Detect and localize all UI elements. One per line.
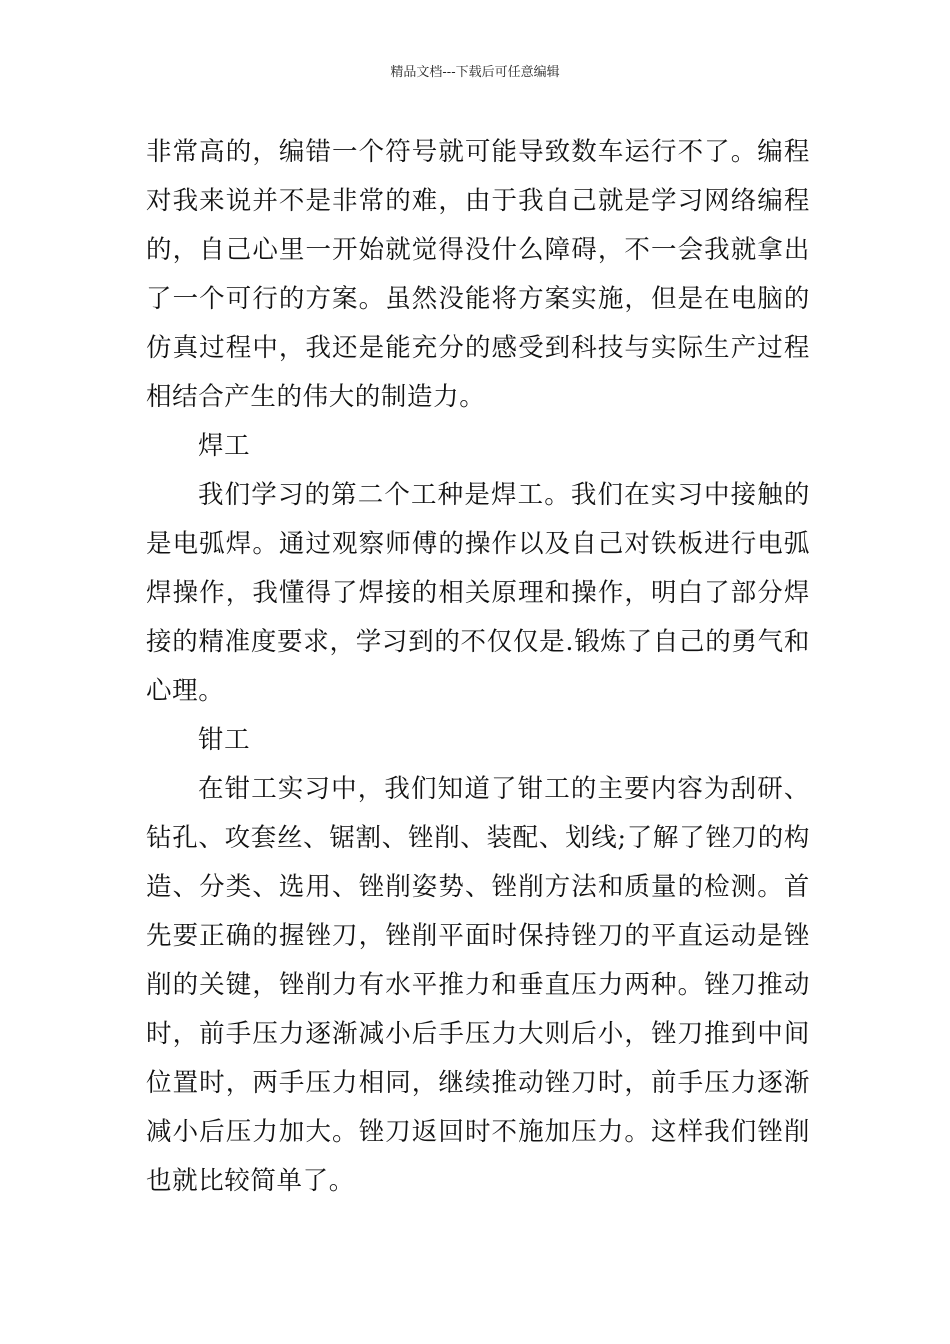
paragraph-welding: 我们学习的第二个工种是焊工。我们在实习中接触的是电弧焊。通过观察师傅的操作以及自己对铁板进行电弧焊操作，我懂得了焊接的相关原理和操作，明白了部分焊接的精准度要求，学习到的不仅仅是.锻炼了自己的勇气和心理。 <box>146 480 810 706</box>
paragraph-intro: 非常高的，编错一个符号就可能导致数车运行不了。编程对我来说并不是非常的难，由于我自己就是学习网络编程的，自己心里一开始就觉得没什么障碍，不一会我就拿出了一个可行的方案。虽然没能将方案实施，但是在电脑的仿真过程中，我还是能充分的感受到科技与实际生产过程相结合产生的伟大的制造力。 <box>146 137 810 412</box>
page-header: 精品文档---下载后可任意编辑 <box>390 65 560 80</box>
paragraph-fitting: 在钳工实习中，我们知道了钳工的主要内容为刮研、钻孔、攻套丝、锯割、锉削、装配、划线;了解了锉刀的构造、分类、选用、锉削姿势、锉削方法和质量的检测。首先要正确的握锉刀，锉削平面时保持锉刀的平直运动是锉削的关键，锉削力有水平推力和垂直压力两种。锉刀推动时，前手压力逐渐减小后手压力大则后小，锉刀推到中间位置时，两手压力相同，继续推动锉刀时，前手压力逐渐减小后压力加大。锉刀返回时不施加压力。这样我们锉削也就比较简单了。 <box>146 774 810 1196</box>
section-heading-fitting: 钳工 <box>198 725 251 755</box>
document-body <box>146 128 810 1206</box>
section-heading-welding: 焊工 <box>198 431 251 461</box>
